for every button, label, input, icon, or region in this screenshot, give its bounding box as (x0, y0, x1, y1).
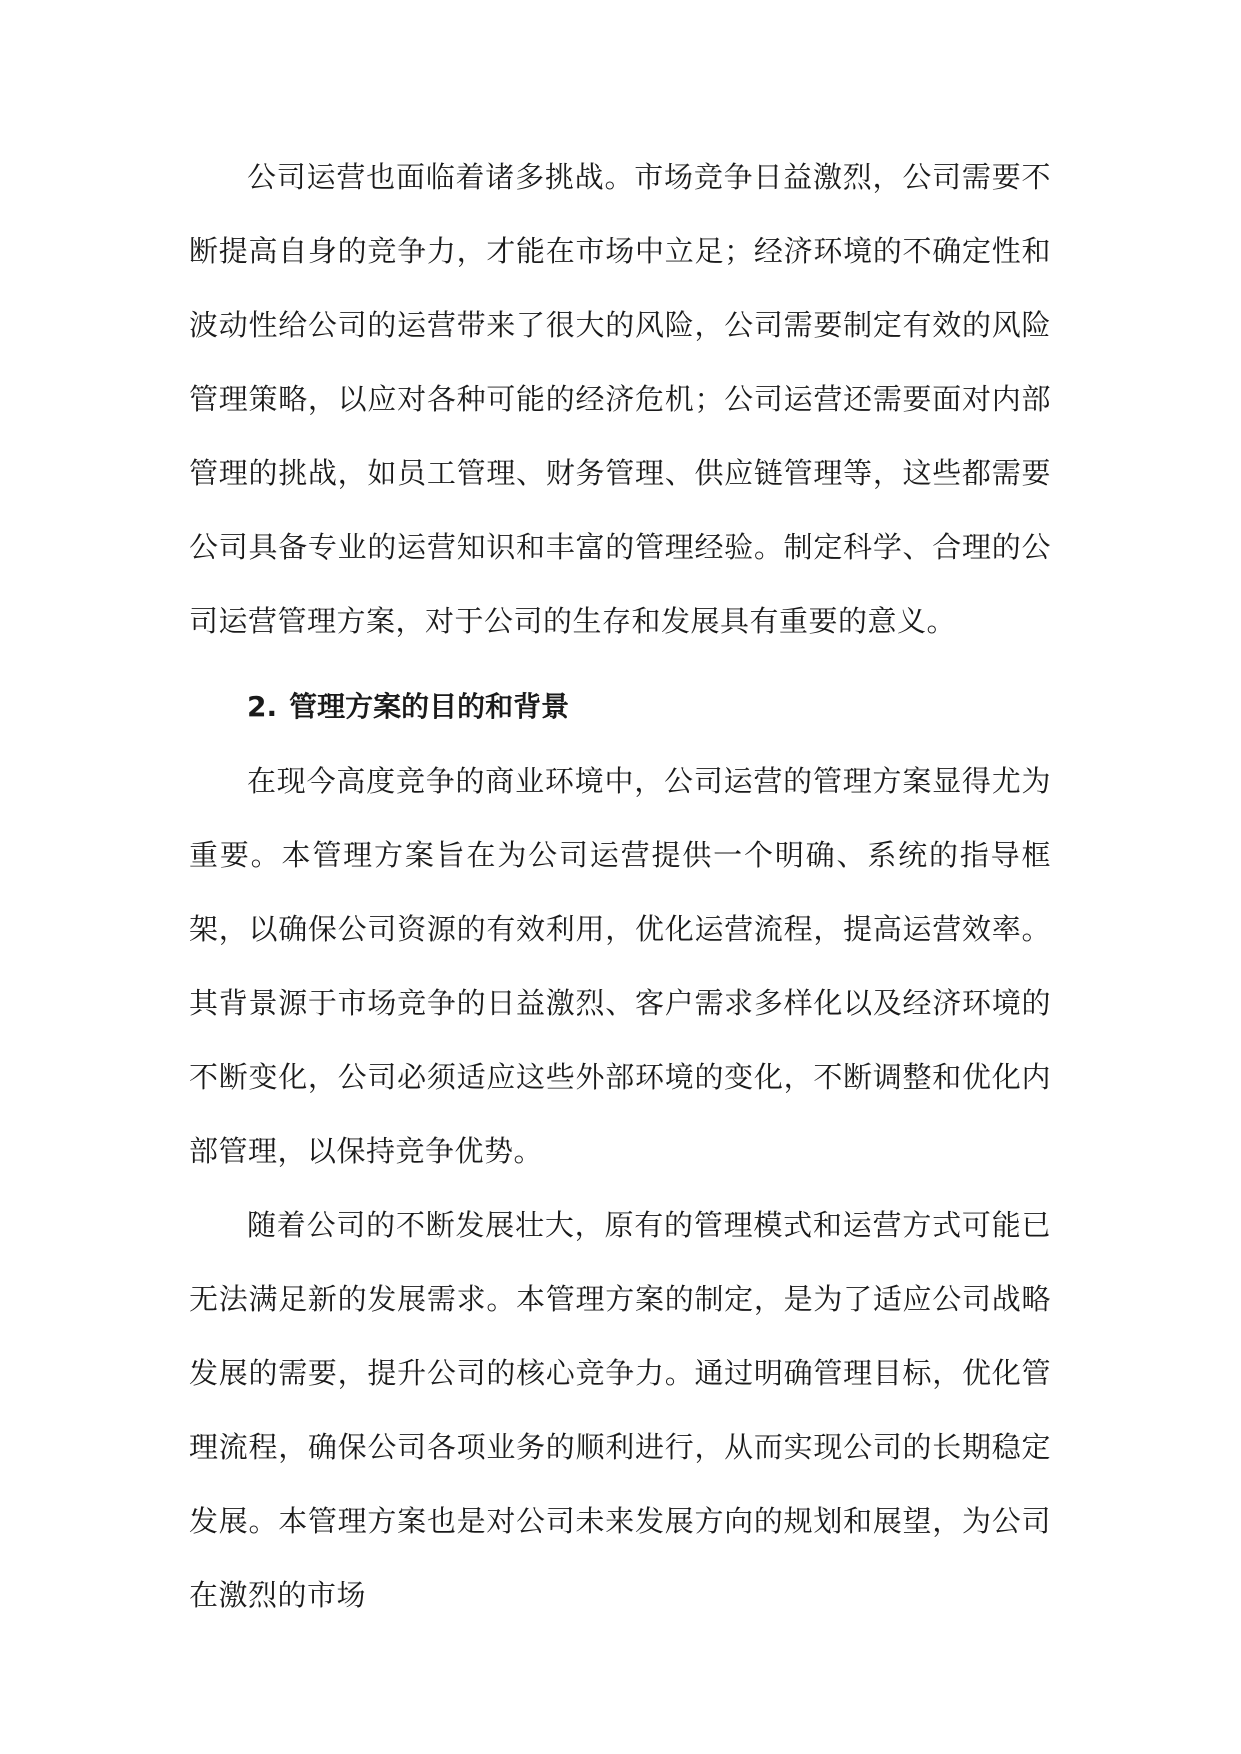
document-body (189, 140, 1051, 1632)
body-paragraph: 随着公司的不断发展壮大，原有的管理模式和运营方式可能已无法满足新的发展需求。本管理方案的制定，是为了适应公司战略发展的需要，提升公司的核心竞争力。通过明确管理目标，优化管理流程，确保公司各项业务的顺利进行，从而实现公司的长期稳定发展。本管理方案也是对公司未来发展方向的规划和展望，为公司在激烈的市场 (189, 1208, 1051, 1612)
body-paragraph: 在现今高度竞争的商业环境中，公司运营的管理方案显得尤为重要。本管理方案旨在为公司运营提供一个明确、系统的指导框架，以确保公司资源的有效利用，优化运营流程，提高运营效率。其背景源于市场竞争的日益激烈、客户需求多样化以及经济环境的不断变化，公司必须适应这些外部环境的变化，不断调整和优化内部管理，以保持竞争优势。 (189, 764, 1051, 1168)
body-paragraph: 公司运营也面临着诸多挑战。市场竞争日益激烈，公司需要不断提高自身的竞争力，才能在市场中立足；经济环境的不确定性和波动性给公司的运营带来了很大的风险，公司需要制定有效的风险管理策略，以应对各种可能的经济危机；公司运营还需要面对内部管理的挑战，如员工管理、财务管理、供应链管理等，这些都需要公司具备专业的运营知识和丰富的管理经验。制定科学、合理的公司运营管理方案，对于公司的生存和发展具有重要的意义。 (189, 160, 1051, 638)
section-heading (189, 670, 1051, 744)
section-title: 管理方案的目的和背景 (289, 690, 570, 723)
section-number: 2. (247, 690, 278, 723)
